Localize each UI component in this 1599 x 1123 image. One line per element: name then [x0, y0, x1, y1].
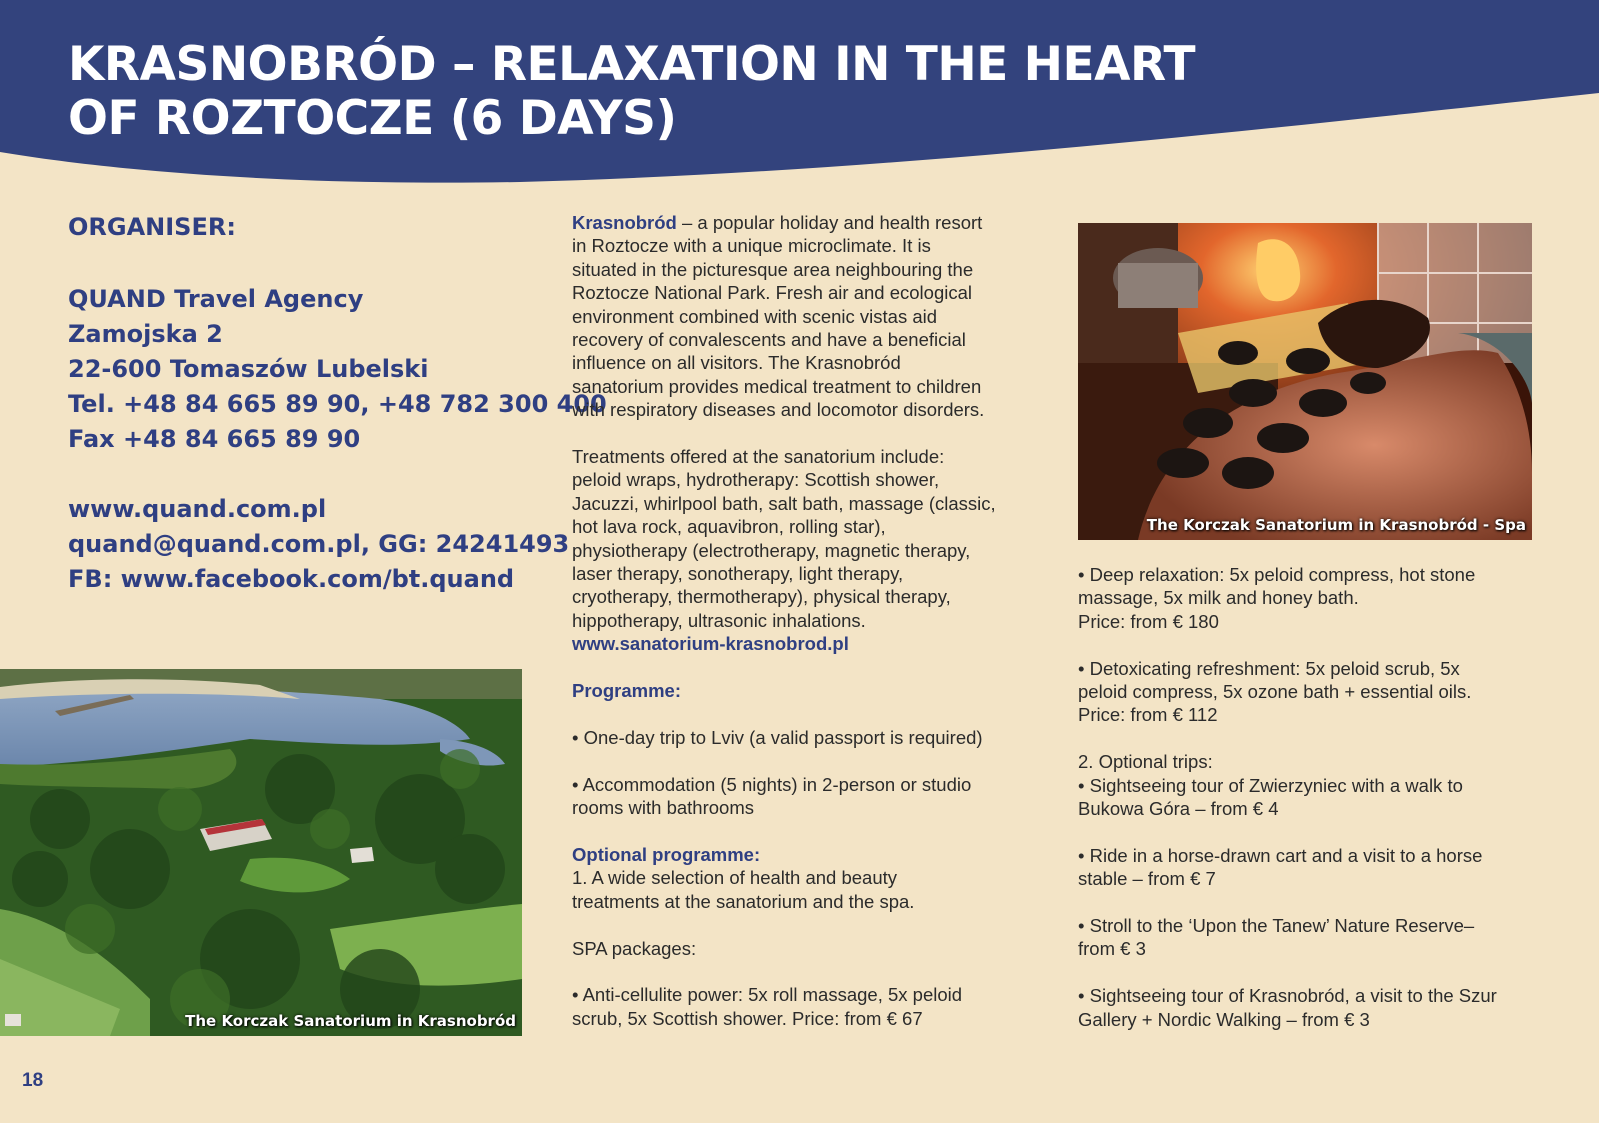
- package-detox: • Detoxicating refreshment: 5x peloid scrub, 5x peloid compress, 5x ozone bath + essential oils. Price: from € 112: [1078, 657, 1472, 726]
- sanatorium-aerial-photo: [0, 669, 522, 1036]
- title-line-1: KRASNOBRÓD – RELAXATION IN THE HEART: [68, 37, 1196, 92]
- optional-trips-heading: 2. Optional trips:: [1078, 751, 1213, 773]
- sanatorium-website-link[interactable]: www.sanatorium-krasnobrod.pl: [572, 633, 849, 655]
- spa-photo-caption: The Korczak Sanatorium in Krasnobród - Spa: [1146, 516, 1526, 534]
- organiser-facebook-link[interactable]: FB: www.facebook.com/bt.quand: [68, 565, 515, 593]
- resort-name: Krasnobród: [572, 212, 677, 233]
- spa-massage-photo: [1078, 223, 1532, 540]
- trip-horse-cart: • Ride in a horse-drawn cart and a visit to a horse stable – from € 7: [1078, 844, 1483, 890]
- package-deep-relaxation: • Deep relaxation: 5x peloid compress, hot stone massage, 5x milk and honey bath. Price: from € 180: [1078, 564, 1476, 632]
- trip-nature-reserve: • Stroll to the ‘Upon the Tanew’ Nature Reserve– from € 3: [1078, 915, 1475, 960]
- spa-packages-label: SPA packages:: [572, 937, 697, 959]
- optional-programme-heading: Optional programme:: [572, 843, 761, 865]
- organiser-email-link[interactable]: quand@quand.com.pl, GG: 24241493: [68, 530, 570, 558]
- organiser-website-link[interactable]: www.quand.com.pl: [68, 495, 327, 523]
- title-line-2: OF ROZTOCZE (6 DAYS): [68, 91, 677, 146]
- intro-paragraph: Krasnobród – a popular holiday and health resort in Roztocze with a unique microclimate. It is situated in the picturesque area neighbouring the Roztocze National Park. Fresh air and ecological environment combined with scenic vistas aid recovery of convalescents and have a beneficial influence on all visitors. The Krasnobród sanatorium provides medical treatment to children with respiratory diseases and locomotor disorders.: [572, 212, 985, 421]
- trip-krasnobrod-tour: • Sightseeing tour of Krasnobród, a visit to the Szur Gallery + Nordic Walking – from € 3: [1078, 985, 1497, 1030]
- treatments-paragraph: Treatments offered at the sanatorium include: peloid wraps, hydrotherapy: Scottish shower, Jacuzzi, whirlpool bath, salt bath, massage (classic, hot lava rock, aquavibron, rolling star), physiotherapy (electrotherapy, magnetic therapy, laser therapy, sonotherapy, light therapy, cryotherapy, thermotherapy), physical therapy, hippotherapy, ultrasonic inhalations. www.sanatorium-krasnobrod.pl: [572, 445, 1042, 656]
- package-anti-cellulite: • Anti-cellulite power: 5x roll massage, 5x peloid scrub, 5x Scottish shower. Price: from € 67: [572, 984, 963, 1029]
- description-column: [572, 211, 1042, 1054]
- programme-item-lviv: • One-day trip to Lviv (a valid passport is required): [572, 726, 983, 748]
- packages-column: [1078, 563, 1558, 1054]
- trip-zwierzyniec: 2. Optional trips: • Sightseeing tour of Zwierzyniec with a walk to Bukowa Góra – from € 4: [1078, 750, 1558, 820]
- programme-heading: Programme:: [572, 680, 681, 702]
- organiser-street: Zamojska 2: [68, 320, 223, 348]
- organiser-fax: Fax +48 84 665 89 90: [68, 425, 361, 453]
- page-number: 18: [22, 1070, 44, 1091]
- optional-programme: Optional programme: 1. A wide selection of health and beauty treatments at the sanatorium and the spa.: [572, 843, 1042, 913]
- aerial-photo-caption: The Korczak Sanatorium in Krasnobród: [185, 1012, 516, 1030]
- organiser-heading: ORGANISER:: [68, 213, 236, 241]
- organiser-tel: Tel. +48 84 665 89 90, +48 782 300 400: [68, 390, 607, 418]
- organiser-city: 22-600 Tomaszów Lubelski: [68, 355, 429, 383]
- page-title: [68, 38, 1195, 146]
- organiser-block: [68, 212, 607, 597]
- organiser-name: QUAND Travel Agency: [68, 285, 364, 313]
- programme-item-accommodation: • Accommodation (5 nights) in 2-person or studio rooms with bathrooms: [572, 773, 972, 819]
